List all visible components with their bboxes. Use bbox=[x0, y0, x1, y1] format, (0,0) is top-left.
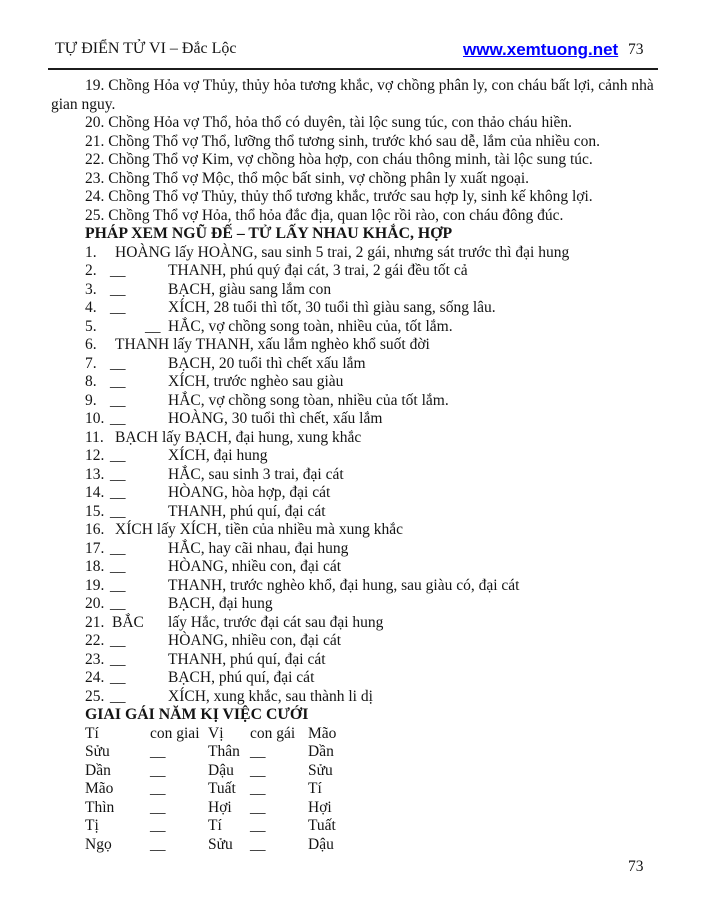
table-cell: Tí bbox=[85, 724, 99, 742]
table-cell: Dần bbox=[85, 761, 111, 779]
item-dash: __ bbox=[110, 595, 126, 612]
item-number: 17. bbox=[85, 539, 105, 557]
item-number: 10. bbox=[85, 410, 105, 427]
table-cell: Tí bbox=[208, 817, 222, 834]
table-cell: Tuất bbox=[208, 780, 236, 797]
item-dash: __ bbox=[110, 299, 126, 316]
item-text: XÍCH lấy XÍCH, tiền của nhiều mà xung khắc bbox=[115, 521, 403, 538]
page-header bbox=[0, 40, 705, 62]
item-number: 7. bbox=[85, 354, 97, 372]
item-number: 16. bbox=[85, 521, 105, 538]
item-text: XÍCH, trước nghèo sau giàu bbox=[168, 373, 344, 390]
item-dash: __ bbox=[110, 447, 126, 464]
item-number: 19. bbox=[85, 576, 105, 594]
phap-item bbox=[51, 540, 657, 559]
phap-item bbox=[51, 429, 657, 448]
item-dash: __ bbox=[110, 502, 126, 520]
item-number: 2. bbox=[85, 262, 97, 279]
section-heading-phap: PHÁP XEM NGŨ ĐẾ – TỬ LẤY NHAU KHẮC, HỢP bbox=[85, 225, 453, 242]
item-text: BẠCH, giàu sang lắm con bbox=[168, 280, 332, 298]
item-dash: __ bbox=[110, 669, 126, 686]
phap-item bbox=[51, 595, 657, 614]
item-text: HẮC, sau sinh 3 trai, đại cát bbox=[168, 465, 344, 483]
table-row bbox=[51, 836, 657, 855]
item-number: 1. bbox=[85, 243, 97, 261]
table-row bbox=[51, 817, 657, 836]
phap-item bbox=[51, 466, 657, 485]
section-heading-marriage: GIAI GÁI NĂM KỊ VIỆC CƯỚI bbox=[85, 706, 309, 723]
item-number: 12. bbox=[85, 447, 105, 464]
phap-item bbox=[51, 503, 657, 522]
table-cell: __ bbox=[250, 780, 266, 797]
phap-item bbox=[51, 669, 657, 688]
item-number: 18. bbox=[85, 558, 105, 575]
intro-item: 20. Chồng Hỏa vợ Thổ, hỏa thổ có duyên, tài lộc sung túc, con thảo cháu hiền. bbox=[85, 114, 573, 131]
table-cell: Hợi bbox=[208, 798, 232, 816]
item-dash: __ bbox=[110, 354, 126, 372]
item-number: 11. bbox=[85, 428, 104, 446]
table-cell: __ bbox=[250, 817, 266, 834]
item-dash: __ bbox=[110, 650, 126, 668]
phap-item bbox=[51, 373, 657, 392]
phap-item bbox=[51, 281, 657, 300]
table-cell: Thân bbox=[208, 743, 240, 760]
item-text: BẠCH, phú quí, đại cát bbox=[168, 669, 315, 686]
table-cell: __ bbox=[250, 761, 266, 779]
intro-item: 23. Chồng Thổ vợ Mộc, thổ mộc bất sinh, vợ chồng phân ly xuất ngoại. bbox=[85, 169, 530, 187]
item-dash: __ bbox=[145, 317, 161, 335]
page-content bbox=[51, 77, 657, 854]
table-cell: Dậu bbox=[208, 761, 234, 779]
header-title: TỰ ĐIỂN TỬ VI – Đắc Lộc bbox=[55, 40, 237, 57]
table-cell: Tí bbox=[308, 780, 322, 797]
table-cell: __ bbox=[150, 798, 166, 816]
item-number: 24. bbox=[85, 669, 105, 686]
table-cell: Thìn bbox=[85, 798, 115, 816]
intro-item: 21. Chồng Thổ vợ Thổ, lưỡng thổ tương sinh, trước khó sau dễ, lắm của nhiều con. bbox=[85, 132, 601, 150]
table-cell: __ bbox=[150, 743, 166, 760]
site-link[interactable]: www.xemtuong.net bbox=[463, 40, 619, 59]
table-cell: __ bbox=[250, 835, 266, 853]
item-text: HẮC, hay cãi nhau, đại hung bbox=[168, 539, 349, 557]
table-cell: Mão bbox=[85, 780, 114, 797]
phap-item bbox=[51, 558, 657, 577]
table-cell: Tuất bbox=[308, 817, 336, 834]
item-text: HẮC, vợ chồng song toàn, nhiều của, tốt lắm. bbox=[168, 317, 453, 335]
item-dash: __ bbox=[110, 687, 126, 705]
phap-item bbox=[51, 577, 657, 596]
phap-item bbox=[51, 521, 657, 540]
item-dash: __ bbox=[110, 410, 126, 427]
item-dash: __ bbox=[110, 558, 126, 575]
table-row bbox=[51, 743, 657, 762]
item-text: THANH, trước nghèo khổ, đại hung, sau giàu có, đại cát bbox=[168, 576, 520, 594]
intro-item: 25. Chồng Thổ vợ Hỏa, thổ hỏa đắc địa, quan lộc rồi rào, con cháu đông đúc. bbox=[85, 206, 564, 224]
header-page-number: 73 bbox=[628, 41, 644, 58]
item-dash: __ bbox=[110, 280, 126, 298]
header-divider-rule bbox=[48, 68, 658, 70]
table-cell: __ bbox=[150, 817, 166, 834]
phap-item bbox=[51, 244, 657, 263]
phap-item bbox=[51, 336, 657, 355]
item-number: 8. bbox=[85, 373, 97, 390]
table-cell: __ bbox=[150, 761, 166, 779]
phap-item bbox=[51, 355, 657, 374]
item-text: BẠCH, đại hung bbox=[168, 595, 273, 612]
phap-item bbox=[51, 392, 657, 411]
table-cell: Vị bbox=[208, 724, 224, 742]
phap-item bbox=[51, 299, 657, 318]
item-dash: __ bbox=[110, 632, 126, 649]
intro-item: 19. Chồng Hỏa vợ Thủy, thủy hỏa tương khắc, vợ chồng phân ly, con cháu bất lợi, cảnh nhà gian nguy. bbox=[51, 77, 654, 113]
phap-item bbox=[51, 651, 657, 670]
item-text: HÒANG, nhiều con, đại cát bbox=[168, 558, 342, 575]
table-row bbox=[51, 780, 657, 799]
table-cell: __ bbox=[150, 835, 166, 853]
table-cell: __ bbox=[250, 743, 266, 760]
item-number: 9. bbox=[85, 391, 97, 409]
phap-item bbox=[51, 262, 657, 281]
item-text: BẠCH lấy BẠCH, đại hung, xung khắc bbox=[115, 428, 362, 446]
item-text: HOÀNG, 30 tuổi thì chết, xấu lắm bbox=[168, 410, 383, 427]
item-text: HẮC, vợ chồng song tòan, nhiều của tốt lắm. bbox=[168, 391, 449, 409]
item-dash: __ bbox=[110, 465, 126, 483]
intro-list bbox=[51, 77, 657, 225]
table-cell: Ngọ bbox=[85, 835, 112, 853]
item-text: THANH, phú quí, đại cát bbox=[168, 650, 326, 668]
table-cell: Hợi bbox=[308, 798, 332, 816]
item-number: 25. bbox=[85, 687, 105, 705]
item-dash: __ bbox=[110, 576, 126, 594]
item-number: 3. bbox=[85, 280, 97, 298]
footer-page-number: 73 bbox=[628, 858, 644, 875]
table-cell: Sửu bbox=[85, 743, 110, 760]
item-text: HOÀNG lấy HOÀNG, sau sinh 5 trai, 2 gái, nhưng sát trước thì đại hung bbox=[115, 243, 570, 261]
table-cell: __ bbox=[150, 780, 166, 797]
item-subject: BẮC bbox=[112, 613, 144, 631]
item-number: 13. bbox=[85, 465, 105, 483]
intro-item: 22. Chồng Thổ vợ Kim, vợ chồng hòa hợp, con cháu thông minh, tài lộc sung túc. bbox=[85, 151, 593, 168]
table-cell: Tị bbox=[85, 817, 99, 834]
table-cell: con giai bbox=[150, 724, 200, 742]
item-dash: __ bbox=[110, 484, 126, 501]
item-text: HÒANG, nhiều con, đại cát bbox=[168, 632, 342, 649]
table-cell: Sửu bbox=[208, 835, 233, 853]
item-dash: __ bbox=[110, 539, 126, 557]
phap-list bbox=[51, 244, 657, 707]
item-dash: __ bbox=[110, 262, 126, 279]
phap-item bbox=[51, 688, 657, 707]
table-cell: Dậu bbox=[308, 835, 334, 853]
phap-item bbox=[51, 614, 657, 633]
item-text: XÍCH, xung khắc, sau thành li dị bbox=[168, 687, 373, 705]
item-number: 5. bbox=[85, 317, 97, 335]
item-dash: __ bbox=[110, 391, 126, 409]
item-number: 15. bbox=[85, 502, 105, 520]
table-row bbox=[51, 762, 657, 781]
item-number: 23. bbox=[85, 650, 105, 668]
marriage-table bbox=[51, 725, 657, 855]
intro-item: 24. Chồng Thổ vợ Thủy, thủy thổ tương khắc, trước sau hợp ly, sinh kế không lợi. bbox=[85, 188, 593, 205]
table-cell: Sửu bbox=[308, 761, 333, 779]
phap-item bbox=[51, 410, 657, 429]
item-text: THANH, phú quý đại cát, 3 trai, 2 gái đều tốt cả bbox=[168, 262, 468, 279]
item-text: THANH, phú quí, đại cát bbox=[168, 502, 326, 520]
table-row bbox=[51, 799, 657, 818]
table-cell: con gái bbox=[250, 724, 296, 742]
table-row bbox=[51, 725, 657, 744]
table-cell: Dần bbox=[308, 743, 334, 760]
item-number: 6. bbox=[85, 336, 97, 353]
item-text: lấy Hắc, trước đại cát sau đại hung bbox=[168, 613, 384, 631]
phap-item bbox=[51, 484, 657, 503]
table-cell: __ bbox=[250, 798, 266, 816]
item-text: THANH lấy THANH, xấu lắm nghèo khổ suốt đời bbox=[115, 336, 430, 353]
item-text: XÍCH, đại hung bbox=[168, 447, 268, 464]
item-text: HÒANG, hòa hợp, đại cát bbox=[168, 484, 331, 501]
table-cell: Mão bbox=[308, 724, 337, 742]
phap-item bbox=[51, 447, 657, 466]
item-dash: __ bbox=[110, 373, 126, 390]
item-text: XÍCH, 28 tuổi thì tốt, 30 tuổi thì giàu sang, sống lâu. bbox=[168, 299, 496, 316]
item-number: 21. bbox=[85, 613, 105, 631]
phap-item bbox=[51, 632, 657, 651]
phap-item bbox=[51, 318, 657, 337]
item-number: 20. bbox=[85, 595, 105, 612]
item-number: 22. bbox=[85, 632, 105, 649]
item-number: 14. bbox=[85, 484, 105, 501]
item-text: BẠCH, 20 tuổi thì chết xấu lắm bbox=[168, 354, 366, 372]
item-number: 4. bbox=[85, 299, 97, 316]
